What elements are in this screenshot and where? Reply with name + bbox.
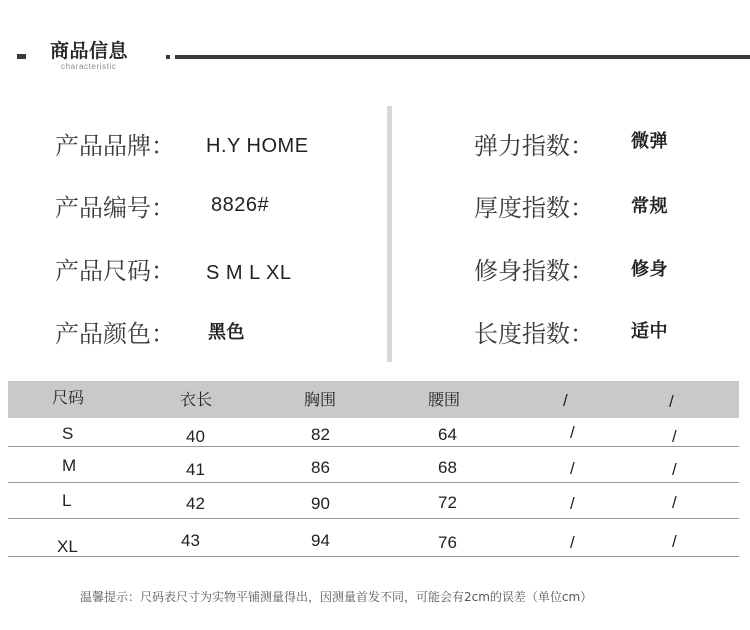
spec-label-elasticity: 弹力指数： [474, 132, 594, 160]
table-cell-chest: 82 [311, 425, 330, 444]
table-header-col6: / [669, 392, 674, 411]
table-cell-col6: / [672, 460, 677, 479]
section-title: 商品信息 [50, 40, 129, 62]
table-cell-col5: / [570, 533, 575, 552]
table-row-divider [8, 518, 739, 519]
spec-label-sizes: 产品尺码： [55, 257, 175, 285]
table-cell-length: 40 [186, 427, 205, 446]
table-cell-waist: 76 [438, 533, 457, 552]
spec-label-color: 产品颜色： [55, 320, 175, 348]
table-cell-size: XL [57, 537, 78, 556]
size-table-header [8, 381, 739, 418]
spec-label-length: 长度指数： [474, 320, 594, 348]
table-cell-chest: 94 [311, 531, 330, 550]
table-cell-col5: / [570, 423, 575, 442]
table-header-chest: 胸围 [304, 390, 337, 409]
table-header-col5: / [563, 391, 568, 410]
table-cell-size: M [62, 456, 77, 475]
table-cell-chest: 86 [311, 458, 330, 477]
spec-label-thickness: 厚度指数： [474, 194, 594, 222]
table-cell-chest: 90 [311, 494, 330, 513]
table-cell-length: 43 [181, 531, 200, 550]
table-row-divider [8, 556, 739, 557]
table-cell-waist: 68 [438, 458, 457, 477]
header-dot [166, 55, 170, 59]
table-row-divider [8, 482, 739, 483]
spec-value-sizes: S M L XL [206, 262, 292, 284]
header-rule [175, 55, 750, 59]
table-header-size: 尺码 [52, 388, 85, 407]
column-divider [387, 106, 392, 362]
spec-label-brand: 产品品牌： [55, 132, 175, 160]
table-cell-col6: / [672, 532, 677, 551]
table-cell-size: S [62, 424, 74, 443]
spec-value-fit: 修身 [631, 259, 668, 280]
table-cell-length: 41 [186, 460, 205, 479]
table-row-divider [8, 446, 739, 447]
header-dash [17, 54, 26, 59]
table-cell-waist: 64 [438, 425, 457, 444]
spec-value-brand: H.Y HOME [206, 135, 309, 157]
table-cell-size: L [62, 491, 72, 510]
table-cell-waist: 72 [438, 493, 457, 512]
spec-value-color: 黑色 [208, 322, 245, 343]
spec-label-fit: 修身指数： [474, 257, 594, 285]
measurement-note: 温馨提示：尺码表尺寸为实物平铺测量得出，因测量首发不同，可能会有2cm的误差（单位cm） [80, 590, 593, 604]
table-header-waist: 腰围 [428, 390, 461, 409]
spec-value-item-no: 8826# [211, 194, 270, 216]
spec-value-elasticity: 微弹 [631, 131, 668, 152]
table-cell-length: 42 [186, 494, 205, 513]
spec-value-thickness: 常规 [631, 196, 668, 217]
table-cell-col6: / [672, 493, 677, 512]
table-header-length: 衣长 [180, 390, 213, 409]
spec-label-item-no: 产品编号： [55, 194, 175, 222]
spec-value-length: 适中 [631, 321, 668, 342]
table-cell-col6: / [672, 427, 677, 446]
section-subtitle: characteristic [61, 62, 117, 71]
table-cell-col5: / [570, 459, 575, 478]
table-cell-col5: / [570, 494, 575, 513]
